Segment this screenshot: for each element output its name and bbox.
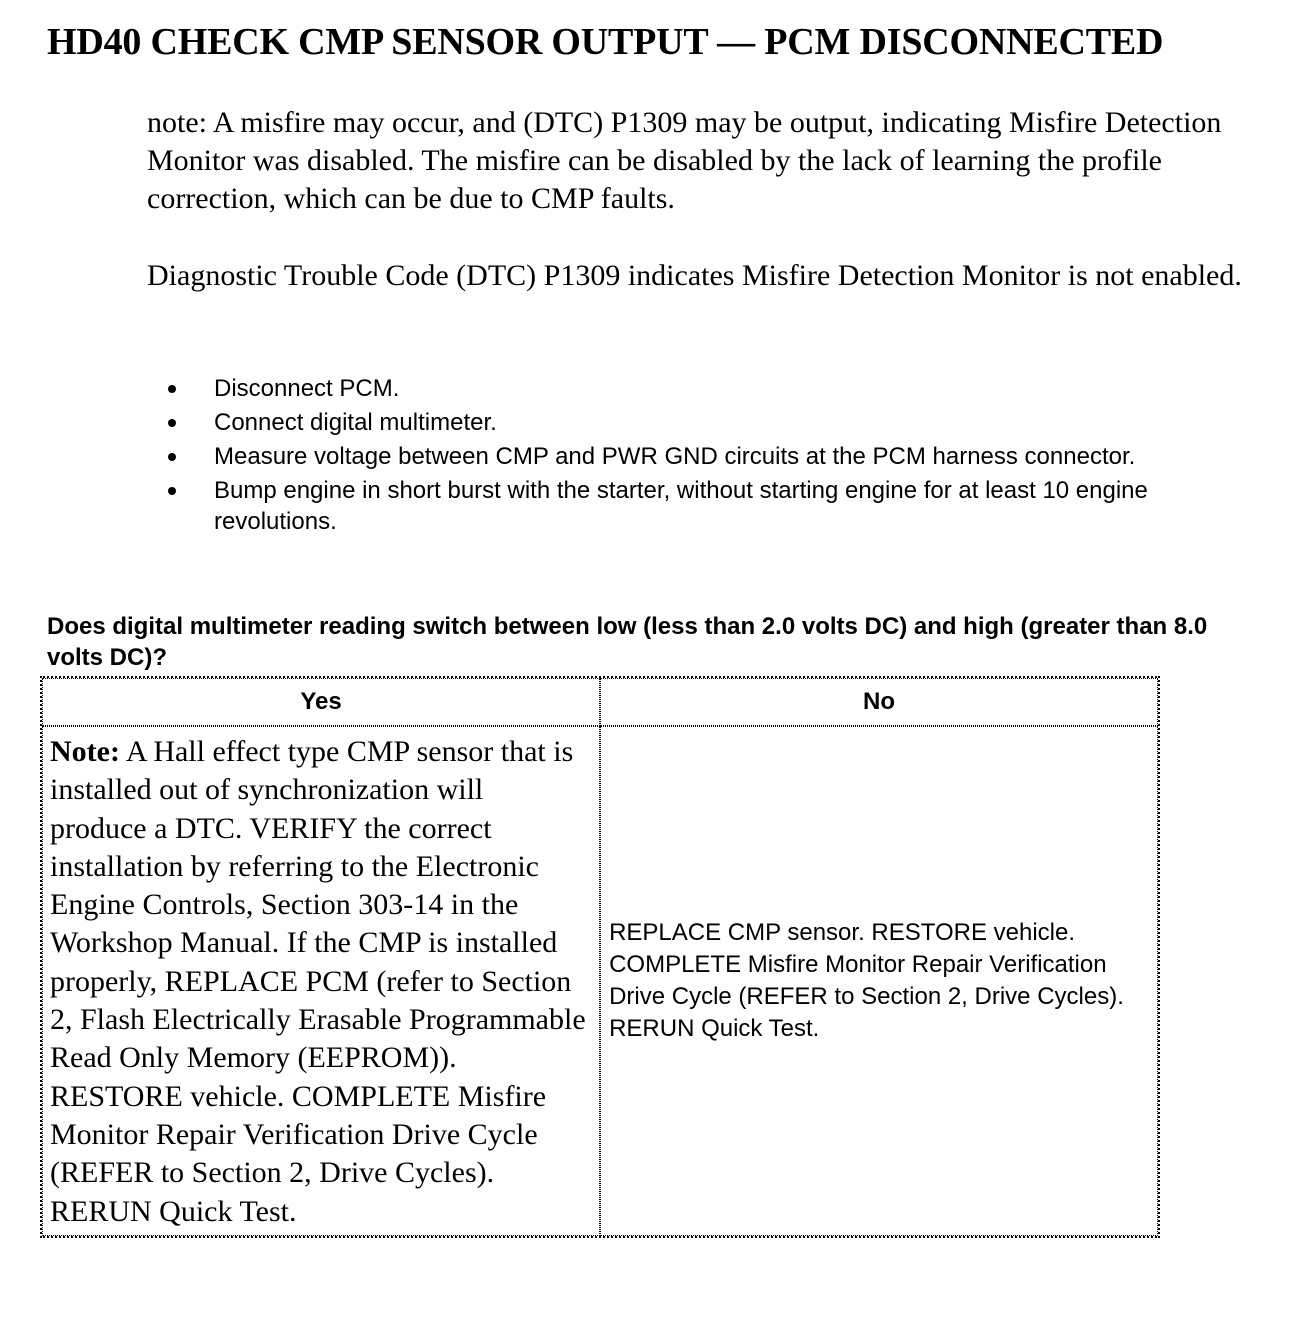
yes-column-header: Yes [42,678,600,726]
list-item [160,407,1230,438]
table-row [42,726,1158,1236]
list-item [160,441,1230,472]
bullet-icon [168,487,176,495]
result-table [40,676,1160,1238]
list-item [160,373,1230,404]
step-text: Connect digital multimeter. [214,409,497,436]
bullet-icon [168,453,176,461]
yes-action-text: A Hall effect type CMP sensor that is installed out of synchronization will produce a DTC. VERIFY the correct installation by referring to the Electronic Engine Controls, Section 303-14 in the Workshop Manual. If the CMP is installed properly, REPLACE PCM (refer to Section 2, Flash Electrically Erasable Programmable Read Only Memory (EEPROM)). RESTORE vehicle. COMPLETE Misfire Monitor Repair Verification Drive Cycle (REFER to Section 2, Drive Cycles). RERUN Quick Test. [50,735,586,1228]
bullet-icon [168,385,176,393]
no-action-cell [600,726,1158,1236]
note-label: Note: [50,735,120,768]
dtc-paragraph: Diagnostic Trouble Code (DTC) P1309 indicates Misfire Detection Monitor is not enabled. [147,259,1242,292]
procedure-steps-list [160,373,1230,540]
step-text: Bump engine in short burst with the starter, without starting engine for at least 10 engine revolutions. [214,477,1148,535]
table-header-row [42,678,1158,726]
list-item [160,475,1230,537]
note-paragraph: note: A misfire may occur, and (DTC) P1309 may be output, indicating Misfire Detection Monitor was disabled. The misfire can be disabled by the lack of learning the profile correction, which can be due to CMP faults. [147,106,1222,215]
yes-action-cell [42,726,600,1236]
no-action-text: REPLACE CMP sensor. RESTORE vehicle. COMPLETE Misfire Monitor Repair Verification Drive Cycle (REFER to Section 2, Drive Cycles). RERUN Quick Test. [609,918,1124,1042]
bullet-icon [168,419,176,427]
no-column-header: No [600,678,1158,726]
step-text: Disconnect PCM. [214,375,400,402]
page-title: HD40 CHECK CMP SENSOR OUTPUT — PCM DISCONNECTED [47,21,1164,63]
step-text: Measure voltage between CMP and PWR GND circuits at the PCM harness connector. [214,443,1136,470]
test-question: Does digital multimeter reading switch between low (less than 2.0 volts DC) and high (greater than 8.0 volts DC)? [47,613,1208,671]
